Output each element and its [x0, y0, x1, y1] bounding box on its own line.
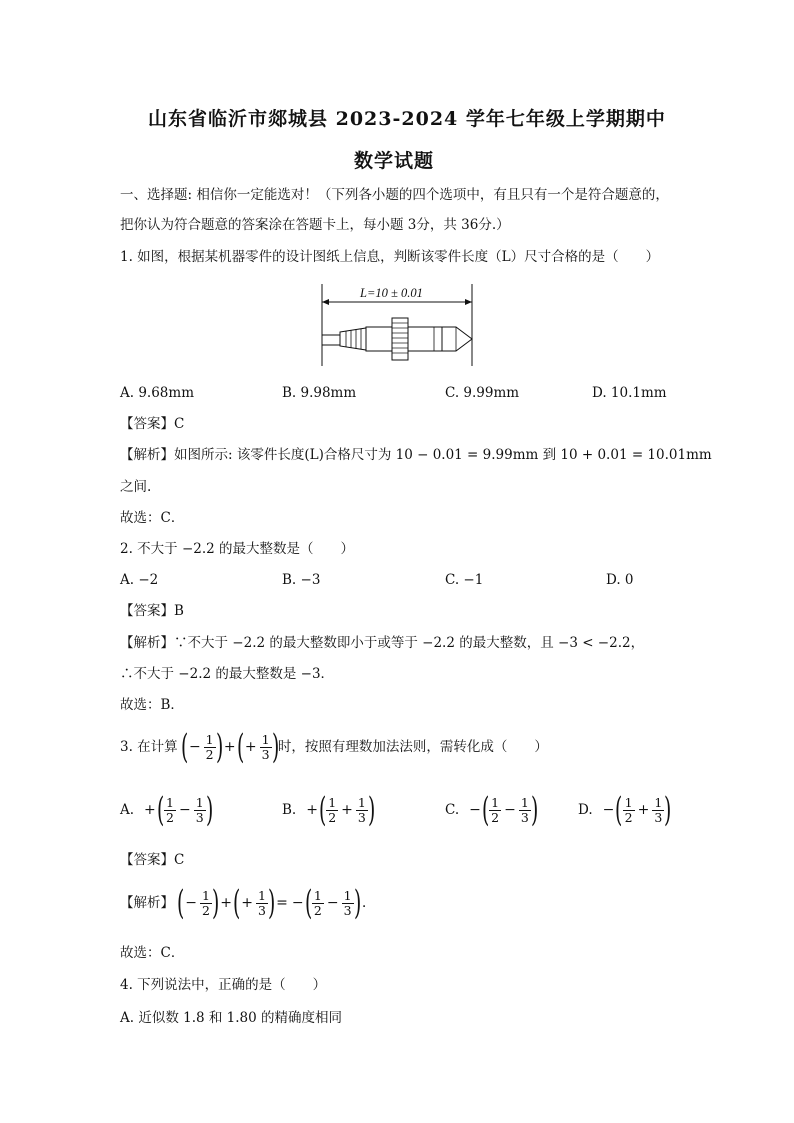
q3-option-d-label: D. — [578, 802, 593, 818]
q2-option-a: A. −2 — [120, 572, 159, 588]
q1-figure — [316, 282, 480, 370]
title-line-1: 山东省临沂市郯城县 2023-2024 学年七年级上学期期中 — [148, 108, 666, 130]
q3-option-b: B. + ( $\frac{1}{2}$ + $\frac{1}{3}$ ) — [282, 790, 376, 830]
q1-stem: 1. 如图，根据某机器零件的设计图纸上信息，判断该零件长度（L）尺寸合格的是（ ） — [120, 249, 660, 265]
q3-stem — [120, 727, 548, 767]
q1-option-c: C. 9.99mm — [445, 385, 520, 401]
q1-option-b: B. 9.98mm — [282, 385, 357, 401]
q1-option-d: D. 10.1mm — [592, 385, 667, 401]
q3-analysis-expression: ( − $\frac{1}{2}$ ) + ( + $\frac{1}{3}$ ) = − ( $\frac{1}{2}$ − $\frac{1}{3}$ ) . — [176, 883, 367, 923]
q2-option-c: C. −1 — [445, 572, 484, 588]
q4-option-a: A. 近似数 1.8 和 1.80 的精确度相同 — [120, 1010, 343, 1026]
q3-expression: ( − $\frac{1}{2}$ ) + ( + $\frac{1}{3}$ ) — [180, 727, 279, 767]
section-heading-line-1: 一、选择题: 相信你一定能选对！（下列各小题的四个选项中，有且只有一个是符合题意的， — [120, 187, 669, 203]
q1-conclusion: 故选：C． — [120, 510, 185, 526]
q3-analysis — [120, 883, 368, 923]
q3-option-d: D. − ( $\frac{1}{2}$ + $\frac{1}{3}$ ) — [578, 790, 672, 830]
q3-conclusion: 故选：C． — [120, 945, 185, 961]
q3-option-a: A. + ( $\frac{1}{2}$ − $\frac{1}{3}$ ) — [120, 790, 213, 830]
q2-option-d: D. 0 — [606, 572, 634, 588]
q1-option-a: A. 9.68mm — [120, 385, 194, 401]
q2-conclusion: 故选：B． — [120, 697, 184, 713]
q3-option-b-label: B. — [282, 802, 297, 818]
q3-answer: 【答案】C — [120, 852, 185, 868]
q4-stem: 4. 下列说法中，正确的是（ ） — [120, 977, 327, 993]
q1-figure-label: L=10 ± 0.01 — [360, 286, 423, 300]
q3-option-c-label: C. — [445, 802, 460, 818]
q2-stem: 2. 不大于 −2.2 的最大整数是（ ） — [120, 541, 355, 557]
q2-analysis-line-2: ∴不大于 −2.2 的最大整数是 −3． — [120, 666, 335, 682]
q3-stem-suffix: 时，按照有理数加法法则，需转化成（ ） — [277, 739, 548, 755]
section-heading-line-2: 把你认为符合题意的答案涂在答题卡上，每小题 3分，共 36分.） — [120, 217, 510, 233]
q3-option-c: C. − ( $\frac{1}{2}$ − $\frac{1}{3}$ ) — [445, 790, 539, 830]
q3-stem-prefix: 3. 在计算 — [120, 739, 178, 755]
q2-option-b: B. −3 — [282, 572, 321, 588]
q3-option-a-label: A. — [120, 802, 135, 818]
q1-answer: 【答案】C — [120, 416, 185, 432]
q3-analysis-prefix: 【解析】 — [120, 895, 174, 911]
title-line-2: 数学试题 — [354, 150, 435, 172]
q1-analysis-line-1: 【解析】如图所示: 该零件长度(L)合格尺寸为 10 − 0.01 = 9.99mm 到 10 + 0.01 = 10.01mm — [120, 447, 712, 463]
q1-analysis-line-2: 之间. — [120, 479, 152, 495]
q2-analysis-line-1: 【解析】∵不大于 −2.2 的最大整数即小于或等于 −2.2 的最大整数，且 −3 < −2.2， — [120, 635, 645, 651]
q2-answer: 【答案】B — [120, 603, 184, 619]
